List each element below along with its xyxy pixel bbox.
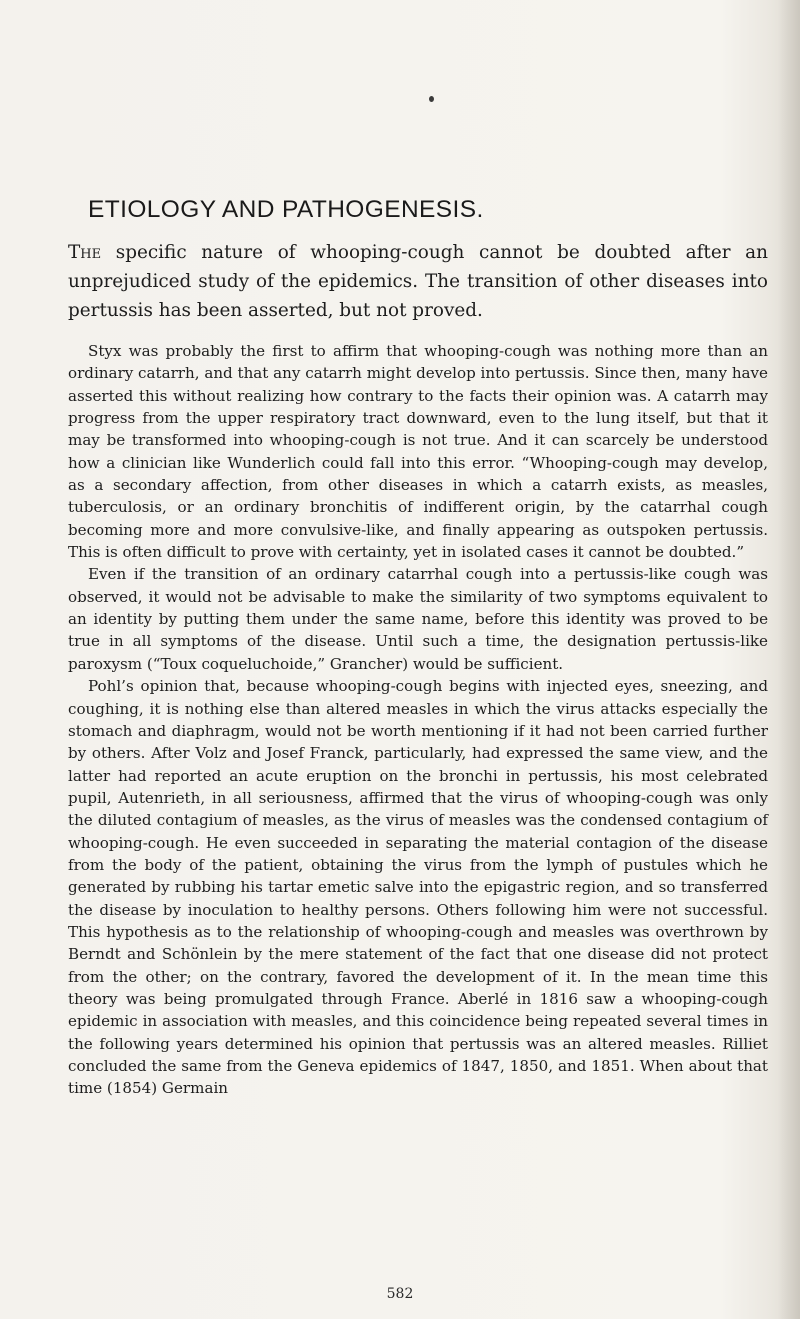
page-edge-shadow — [778, 0, 800, 1319]
ink-speck — [429, 96, 434, 102]
chapter-heading: ETIOLOGY AND PATHOGENESIS. — [88, 196, 484, 223]
lead-text: specific nature of whooping-cough cannot be doubted after an unprejudiced study of the epidemics. The transition of other diseases into pertussis has been asserted, but not proved. — [68, 242, 768, 321]
paragraph-pohl: Pohl’s opinion that, because whooping-cough begins with injected eyes, sneezing, and coughing, it is nothing else than altered measles in which the virus attacks especially the stomach and diaphragm, would not be worth mentioning if it had not been carried further by others. After Volz and Josef Franck, particularly, had expressed the same view, and the latter had reported an acute eruption on the bronchi in pertussis, his most celebrated pupil, Autenrieth, in all seriousness, affirmed that the virus of whooping-cough was only the diluted contagium of measles, as the virus of measles was the condensed contagium of whooping-cough. He even succeeded in separating the material contagion of the disease from the body of the patient, obtaining the virus from the lymph of pustules which he generated by rubbing his tartar emetic salve into the epigastric region, and so transferred the disease by inoculation to healthy persons. Others following him were not successful. This hypothesis as to the relationship of whooping-cough and measles was overthrown by Berndt and Schönlein by the mere statement of the fact that one disease did not protect from the other; on the contrary, favored the development of it. In the mean time this theory was being promulgated through France. Aberlé in 1816 saw a whooping-cough epidemic in association with measles, and this coincidence being repeated several times in the following years determined his opinion that pertussis was an altered measles. Rilliet concluded the same from the Geneva epidemics of 1847, 1850, and 1851. When about that time (1854) Germain — [68, 677, 768, 1098]
lead-paragraph — [68, 238, 768, 325]
paragraph-transition: Even if the transition of an ordinary catarrhal cough into a pertussis-like cough was observed, it would not be advisable to make the similarity of two symptoms equivalent to an identity by putting them under the same name, before this identity was proved to be true in all symptoms of the disease. Until such a time, the designation pertussis-like paroxysm (“Toux coqueluchoide,” Grancher) would be sufficient. — [68, 565, 768, 673]
lead-first-word: The — [68, 242, 102, 263]
paragraph-styx: Styx was probably the first to affirm that whooping-cough was nothing more than an ordinary catarrh, and that any catarrh might develop into pertussis. Since then, many have asserted this without realizing how contrary to the facts their opinion was. A catarrh may progress from the upper respiratory tract downward, even to the lung itself, but that it may be transformed into whooping-cough is not true. And it can scarcely be understood how a clinician like Wunderlich could fall into this error. “Whooping-cough may develop, as a secondary affection, from other diseases in which a catarrh exists, as measles, tuberculosis, or an ordinary bronchitis of indifferent origin, by the catarrhal cough becoming more and more convulsive-like, and finally appearing as outspoken pertussis. This is often difficult to prove with certainty, yet in isolated cases it cannot be doubted.” — [68, 342, 768, 562]
page-number: 582 — [386, 1286, 414, 1302]
body-text — [68, 340, 768, 1100]
